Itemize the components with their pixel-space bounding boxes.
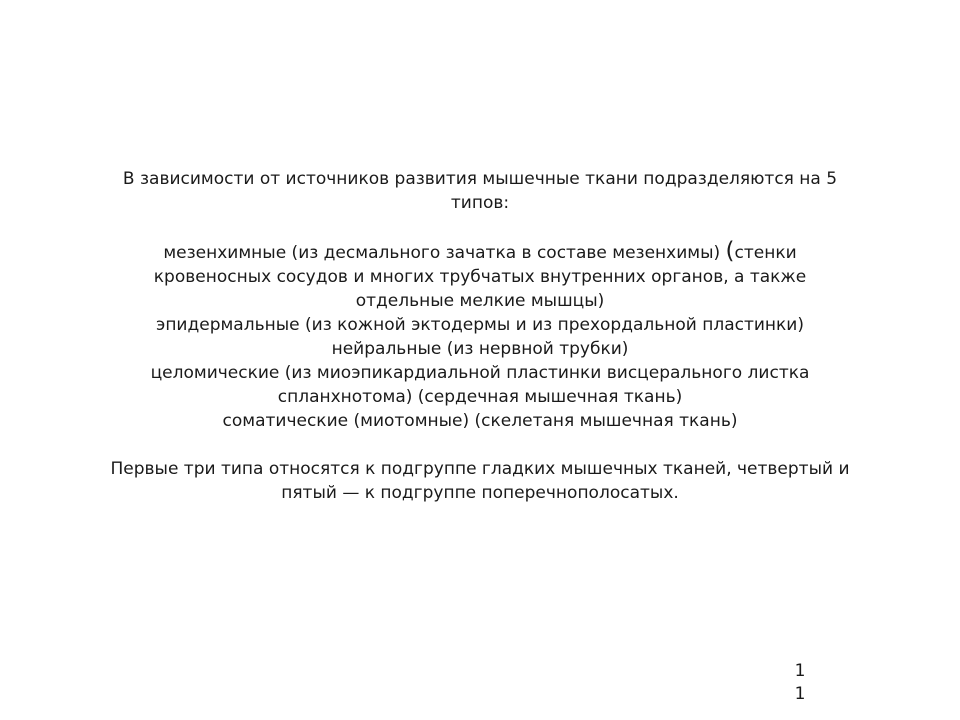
page-number-digit: 1 [794, 661, 806, 681]
spacer [40, 433, 920, 457]
type-mesenchymal-desc: стенки [734, 243, 797, 263]
intro-line: В зависимости от источников развития мышечные ткани подразделяются на 5 [122, 169, 838, 189]
type-mesenchymal [40, 239, 920, 313]
intro-paragraph [40, 167, 920, 215]
type-mesenchymal-line: отдельные мелкие мышцы) [355, 291, 605, 311]
page-number-digit: 1 [794, 684, 806, 704]
open-paren: ( [725, 238, 735, 264]
type-mesenchymal-line: кровеносных сосудов и многих трубчатых внутренних органов, а также [153, 267, 807, 287]
types-list [40, 239, 920, 433]
type-epidermal: эпидермальные (из кожной эктодермы и из прехордальной пластинки) [155, 315, 804, 335]
spacer [40, 215, 920, 239]
type-neural: нейральные (из нервной трубки) [331, 339, 629, 359]
slide-text [40, 167, 920, 505]
intro-line: типов: [450, 193, 510, 213]
conclusion-line: пятый — к подгруппе поперечнополосатых. [281, 483, 679, 503]
type-mesenchymal-name: мезенхимные (из десмального зачатка в составе мезенхимы) [163, 243, 726, 263]
conclusion-paragraph [40, 457, 920, 505]
type-coelomic [40, 361, 920, 409]
page-number [789, 660, 811, 706]
type-coelomic-line: целомические (из миоэпикардиальной пластинки висцерального листка [150, 363, 810, 383]
type-somatic: соматические (миотомные) (скелетаня мышечная ткань) [222, 411, 738, 431]
type-coelomic-line: спланхнотома) (сердечная мышечная ткань) [277, 387, 683, 407]
conclusion-line: Первые три типа относятся к подгруппе гладких мышечных тканей, четвертый и [110, 459, 850, 479]
type-mesenchymal-line [40, 239, 920, 265]
